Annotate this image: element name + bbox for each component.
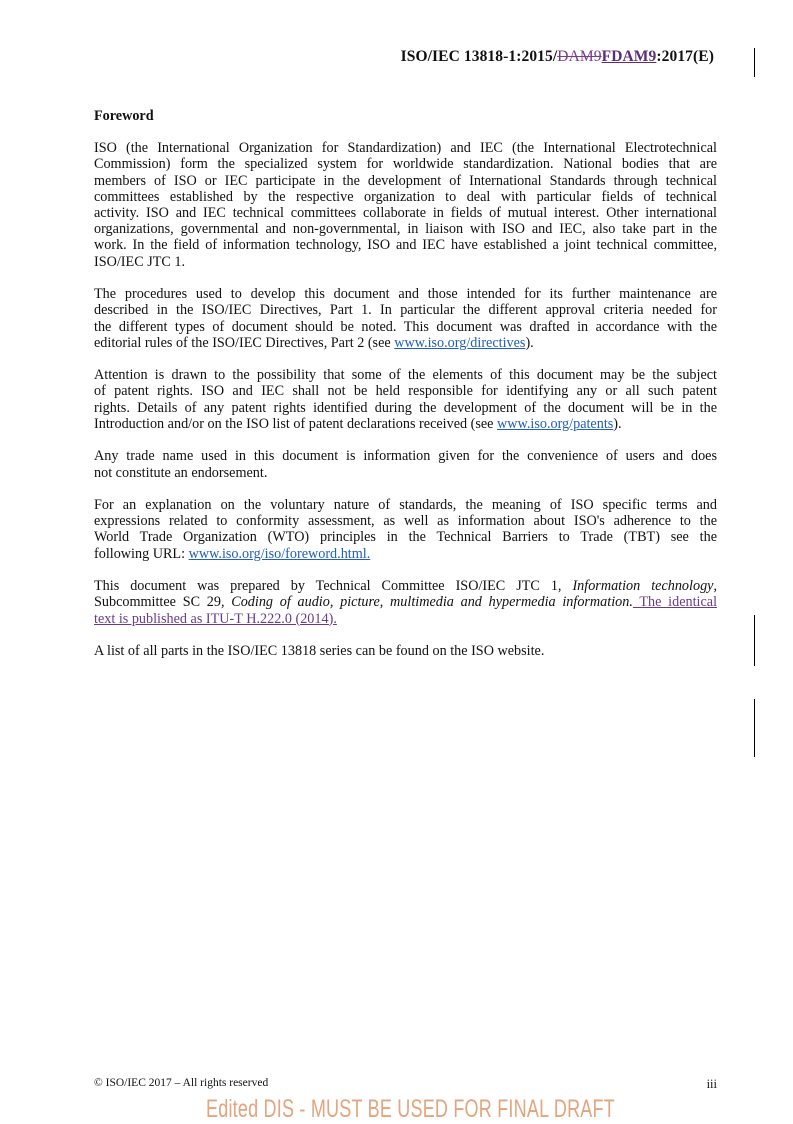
text-segment: A list of all parts in the ISO/IEC 13818 series can be found on the ISO website. — [94, 643, 545, 660]
text-segment: Any trade name used in this document is information given for the convenience of users and does — [94, 448, 717, 465]
text-line — [94, 319, 717, 335]
paragraph — [94, 578, 717, 627]
header-suffix: :2017(E) — [656, 48, 714, 65]
italic-title: Information technology — [572, 578, 714, 595]
url-link[interactable]: www.iso.org/iso/foreword.html. — [188, 545, 371, 562]
text-segment: organizations, governmental and non-governmental, in liaison with ISO and IEC, also take part in the — [94, 221, 717, 238]
text-segment: editorial rules of the ISO/IEC Directives, Part 2 (see — [94, 334, 395, 351]
text-segment: World Trade Organization (WTO) principles in the Technical Barriers to Trade (TBT) see the — [94, 529, 717, 546]
inserted-text: The identical — [632, 594, 718, 611]
document-body — [94, 108, 717, 676]
paragraph — [94, 643, 717, 659]
text-line — [94, 578, 717, 594]
paragraph — [94, 286, 717, 351]
header-deleted-text: DAM9 — [557, 48, 602, 65]
text-line — [94, 140, 717, 156]
text-line — [94, 529, 717, 545]
text-line — [94, 497, 717, 513]
text-line — [94, 416, 717, 432]
text-segment: following URL: — [94, 545, 189, 562]
text-line — [94, 400, 717, 416]
running-header — [401, 48, 714, 66]
foreword-paragraphs — [94, 140, 717, 659]
text-line — [94, 302, 717, 318]
copyright-notice: © ISO/IEC 2017 – All rights reserved — [94, 1077, 269, 1089]
text-segment: Commission) form the specialized system for worldwide standardization. National bodies that are — [94, 156, 717, 173]
paragraph — [94, 367, 717, 432]
text-segment: members of ISO or IEC participate in the development of International Standards through technical — [94, 172, 717, 189]
inserted-text: text is published as ITU-T H.222.0 (2014). — [94, 610, 337, 627]
text-segment: activity. ISO and IEC technical committees collaborate in fields of mutual interest. Other international — [94, 205, 717, 222]
italic-title: Coding of audio, picture, multimedia and hypermedia information. — [231, 594, 633, 611]
paragraph — [94, 140, 717, 270]
page-footer — [94, 1077, 717, 1089]
section-title: Foreword — [94, 108, 154, 124]
page-number: iii — [706, 1077, 717, 1091]
text-line — [94, 286, 717, 302]
text-segment: rights. Details of any patent rights identified during the development of the document will be in the — [94, 399, 717, 416]
paragraph — [94, 497, 717, 562]
text-line — [94, 254, 717, 270]
text-segment: Attention is drawn to the possibility that some of the elements of this document may be the subject — [94, 367, 717, 384]
text-segment: of patent rights. ISO and IEC shall not be held responsible for identifying any or all such patent — [94, 383, 717, 400]
text-line — [94, 546, 717, 562]
text-segment: described in the ISO/IEC Directives, Part 1. In particular the different approval criteria needed for — [94, 302, 717, 319]
text-segment: ). — [525, 334, 534, 351]
text-line — [94, 383, 717, 399]
text-segment: The procedures used to develop this document and those intended for its further maintenance are — [94, 286, 717, 303]
text-segment: Subcommittee SC 29, — [94, 594, 232, 611]
text-segment: ISO (the International Organization for Standardization) and IEC (the International Electrotechnical — [94, 140, 717, 157]
text-line — [94, 513, 717, 529]
text-segment: the different types of document should be noted. This document was drafted in accordance with the — [94, 318, 717, 335]
text-line — [94, 594, 717, 610]
text-segment: ISO/IEC JTC 1. — [94, 253, 186, 270]
header-inserted-text: FDAM9 — [601, 48, 657, 65]
text-line — [94, 643, 717, 659]
text-line — [94, 237, 717, 253]
text-line — [94, 335, 717, 351]
paragraph — [94, 448, 717, 480]
text-segment: For an explanation on the voluntary nature of standards, the meaning of ISO specific terms and — [94, 497, 717, 514]
text-segment: not constitute an endorsement. — [94, 464, 268, 481]
text-line — [94, 173, 717, 189]
header-prefix: ISO/IEC 13818-1:2015/ — [400, 48, 558, 65]
text-line — [94, 205, 717, 221]
text-line — [94, 189, 717, 205]
text-line — [94, 221, 717, 237]
text-segment: Introduction and/or on the ISO list of patent declarations received (see — [94, 415, 498, 432]
text-segment: committees established by the respective organization to deal with particular fields of technical — [94, 188, 717, 205]
url-link[interactable]: www.iso.org/directives — [394, 334, 526, 351]
text-line — [94, 448, 717, 464]
change-bar — [754, 615, 755, 666]
change-bar — [754, 699, 755, 757]
text-segment: ). — [613, 415, 622, 432]
draft-watermark: Edited DIS - MUST BE USED FOR FINAL DRAFT — [206, 1095, 615, 1123]
text-segment: expressions related to conformity assessment, as well as information about ISO's adherence to the — [94, 513, 717, 530]
text-segment: This document was prepared by Technical Committee ISO/IEC JTC 1, — [94, 578, 573, 595]
text-line — [94, 156, 717, 172]
text-line — [94, 465, 717, 481]
url-link[interactable]: www.iso.org/patents — [497, 415, 614, 432]
change-bar — [754, 48, 755, 77]
text-segment: work. In the field of information technology, ISO and IEC have established a joint technical committee, — [94, 237, 717, 254]
text-segment: , — [713, 578, 718, 595]
text-line — [94, 367, 717, 383]
text-line — [94, 611, 717, 627]
